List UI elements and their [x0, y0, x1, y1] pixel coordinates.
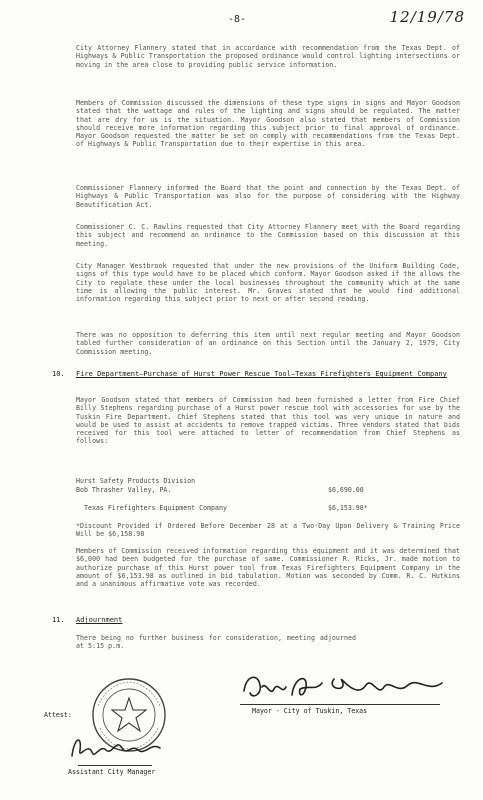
bid-2-vendor: Texas Firefighters Equipment Company [84, 504, 227, 512]
bid-2-amount: $6,153.98* [328, 504, 368, 512]
item-11-heading [76, 616, 460, 625]
item-10-heading-text: Fire Department—Purchase of Hurst Power Rescue Tool—Texas Firefighters Equipment Company [76, 370, 447, 378]
paragraph-5: City Manager Westbrook requested that under the new provisions of the Uniform Building Code, signs of this type would have to be placed which conform. Mayor Goodson asked if the allows the City to regulate these under the local businesses throughout the community which at the same time is allowing the public interest. Mr. Graves stated that he would find additional information regarding this subject prior to next or after second reading. [76, 262, 460, 304]
item-11-heading-text: Adjournment [76, 616, 123, 624]
paragraph-1: City Attorney Flannery stated that in accordance with recommendation from the Texas Dept. of Highways & Public Transportation the proposed ordinance would control lighting intersections or moving in the area close to providing public service information. [76, 44, 460, 69]
bid-1-amount: $6,690.00 [328, 486, 364, 494]
secretary-signature-line [78, 765, 152, 766]
secretary-label: Assistant City Manager [68, 768, 156, 776]
item-10-number: 10. [52, 370, 65, 378]
attest-label: Attest: [44, 711, 72, 719]
item-11-number: 11. [52, 616, 65, 624]
bid-note: *Discount Provided if Ordered Before December 28 at a Two-Day Upon Delivery & Training Price Will be $6,158.98 [76, 522, 460, 539]
item-11-text: There being no further business for consideration, meeting adjourned at 5:15 p.m. [76, 634, 356, 651]
bid-1-vendor: Hurst Safety Products Division [76, 477, 196, 485]
secretary-signature [66, 730, 166, 768]
item-10-heading [76, 370, 460, 379]
paragraph-6: There was no opposition to deferring this item until next regular meeting and Mayor Goodson tabled further consideration of an ordinance on this Section until the January 2, 1979, City Commission meeting. [76, 331, 460, 356]
page-number: -8- [228, 14, 247, 25]
mayor-signature-line [240, 704, 440, 705]
item-10-text: Mayor Goodson stated that members of Commission had been furnished a letter from Fire Chief Billy Stephens regarding purchase of a Hurst power rescue tool with accessories for use by the Tuskin Fire Department. Chief Stephens stated that this tool was very unique in nature and would be used to assist at accidents to remove trapped victims. Three vendors stated that bids received for this tool were attached to letter of recommendation from Chief Stephens as follows: [76, 396, 460, 446]
bid-1-location: Bob Thrasher Valley, PA. [76, 486, 172, 494]
paragraph-2: Members of Commission discussed the dimensions of these type signs in signs and Mayor Goodson stated that the wattage and rules of the lighting and signs should be regulated. The matter that are dry for us is the situation. Mayor Goodson also stated that members of Commission should receive more information regarding this subject prior to final approval of ordinance. Mayor Goodson requested the matter be set on comply with recommendations from the Texas Dept. of Highways & Public Transportation due to their expertise in this area. [76, 99, 460, 149]
mayor-signature [238, 667, 458, 707]
paragraph-3: Commissioner Flannery informed the Board that the point and connection by the Texas Dept. of Highways & Public Transportation was also for the purpose of considering with the Highway Beautification Act. [76, 184, 460, 209]
item-10-closing: Members of Commission received information regarding this equipment and it was determined that $6,000 had been budgeted for the purchase of same. Commissioner R. Ricks, Jr. made motion to authorize purchase of this Hurst power tool from Texas Firefighters Equipment Company in the amount of $6,153.98 as outlined in bid tabulation. Motion was seconded by Comm. R. C. Hutkins and a unanimous affirmative vote was recorded. [76, 547, 460, 589]
handwritten-date: 12/19/78 [389, 8, 465, 26]
mayor-label: Mayor - City of Tuskin, Texas [252, 707, 368, 715]
paragraph-4: Commissioner C. C. Rawlins requested that City Attorney Flannery meet with the Board regarding this subject and recommend an ordinance to the Commission based on this discussion at this meeting. [76, 223, 460, 248]
